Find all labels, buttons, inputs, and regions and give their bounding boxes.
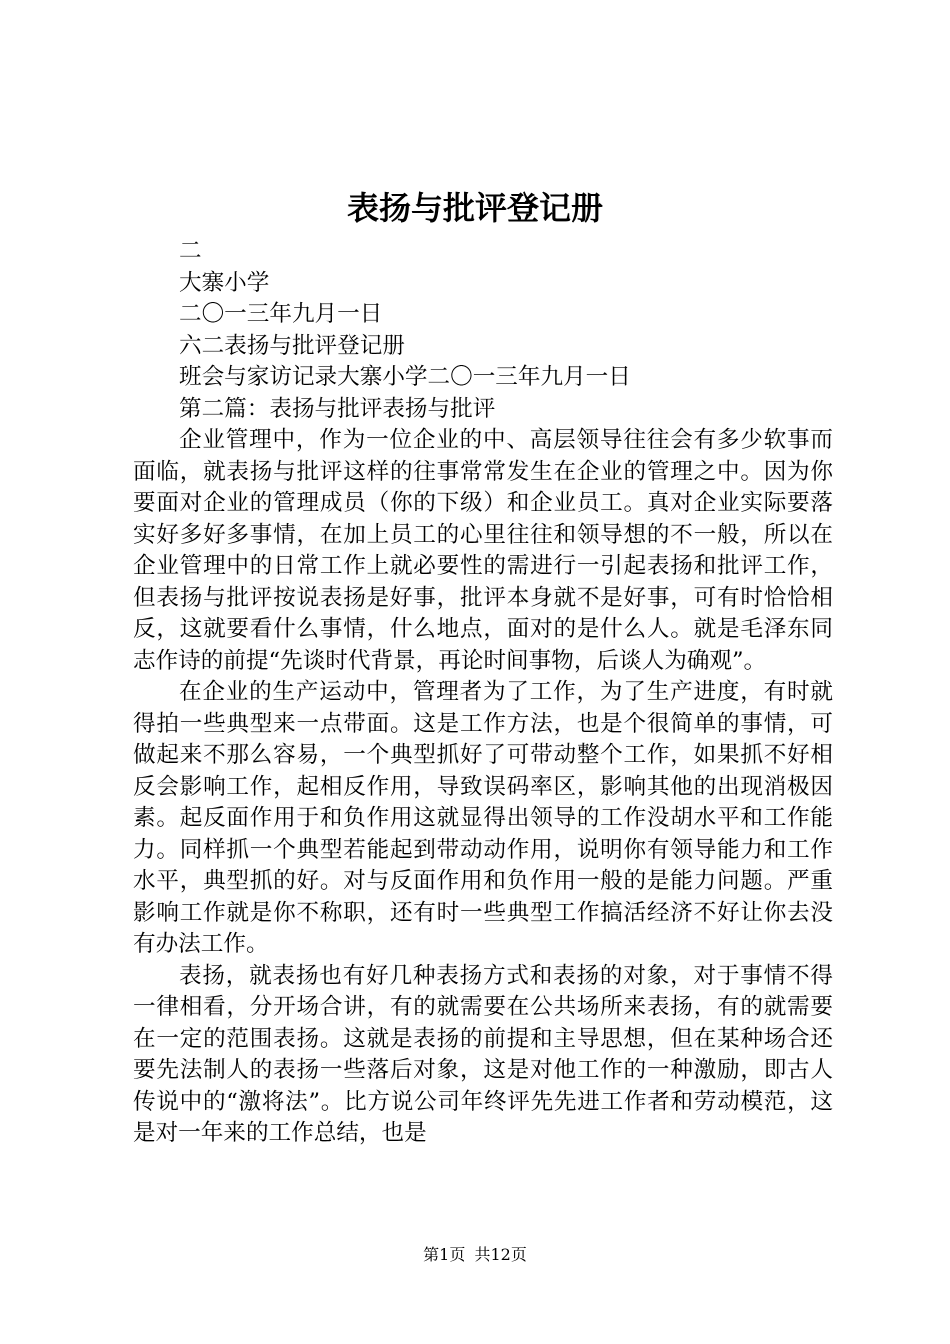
header-line-register: 六二表扬与批评登记册 (179, 332, 405, 359)
document-title: 表扬与批评登记册 (346, 189, 603, 227)
section-heading: 第二篇：表扬与批评表扬与批评 (179, 395, 496, 422)
header-line-records: 班会与家访记录大寨小学二〇一三年九月一日 (179, 364, 631, 390)
page-number: 第1页 (423, 1245, 466, 1264)
body-paragraph: 表扬，就表扬也有好几种表扬方式和表扬的对象，对于事情不得一律相看，分开场合讲，有的就需要在公共场所来表扬，有的就需要在一定的范围表扬。这就是表扬的前提和主导思想，但在某种场合还要先法制人的表扬一些落后对象，这是对他工作的一种激励，即古人传说中的“激将法”。比方说公司年终评先先进工作者和劳动模范，这是对一年来的工作总结，也是 (133, 962, 833, 1146)
page-total: 共12页 (474, 1245, 527, 1264)
body-paragraph: 在企业的生产运动中，管理者为了工作，为了生产进度，有时就得拍一些典型来一点带面。这是工作方法，也是个很简单的事情，可做起来不那么容易，一个典型抓好了可带动整个工作，如果抓不好相反会影响工作，起相反作用，导致误码率区，影响其他的出现消极因素。起反面作用于和负作用这就显得出领导的工作没胡水平和工作能力。同样抓一个典型若能起到带动动作用，说明你有领导能力和工作水平，典型抓的好。对与反面作用和负作用一般的是能力问题。严重影响工作就是你不称职，还有时一些典型工作搞活经济不好让你去没有办法工作。 (133, 679, 833, 957)
page-footer (0, 1244, 950, 1266)
body-paragraph: 企业管理中，作为一位企业的中、高层领导往往会有多少软事而面临，就表扬与批评这样的往事常常发生在企业的管理之中。因为你要面对企业的管理成员（你的下级）和企业员工。真对企业实际要落实好多好多事情，在加上员工的心里往往和领导想的不一般，所以在企业管理中的日常工作上就必要性的需进行一引起表扬和批评工作，但表扬与批评按说表扬是好事，批评本身就不是好事，可有时恰恰相反，这就要看什么事情，什么地点，面对的是什么人。就是毛泽东同志作诗的前提“先谈时代背景，再论时间事物，后谈人为确观”。 (133, 427, 833, 674)
header-line: 二 (179, 238, 202, 264)
header-line-school: 大寨小学 (179, 269, 270, 296)
document-body (133, 236, 833, 1150)
header-line-date: 二〇一三年九月一日 (179, 301, 383, 327)
